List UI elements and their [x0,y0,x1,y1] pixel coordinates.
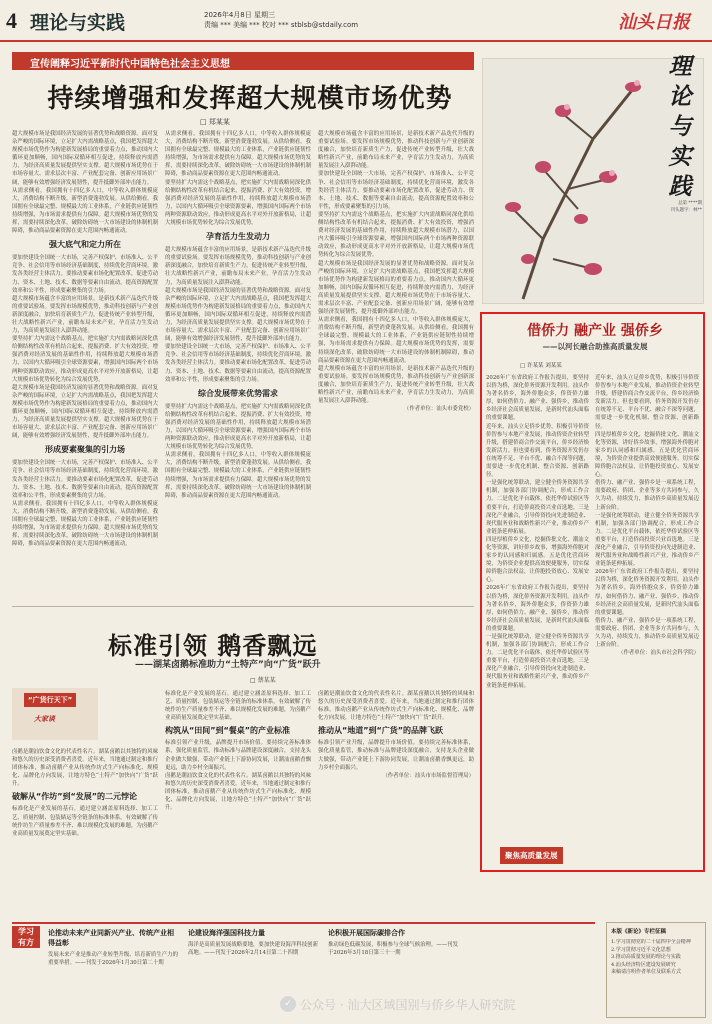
paragraph: 借侨力、融产业、强侨乡是一项系统工程，需要政府、侨团、企业等多方共同参与，久久为功，持续发力，推动侨乡高质量发展迈上新台阶。 [595,617,699,649]
paragraph: 卤鹅是潮汕饮食文化的代表性名片。湖某卤鹅以其独特的风味和悠久的历史深受消费者喜爱。近年来，当地通过制定和推行团体标准，推动卤鹅产业从传统作坊式生产向标准化、规模化、品牌化方向发展，让地方特色“土特产”加快向“广货”跃升。 [165,772,311,812]
paragraph: 超大规模市场是我国经济发展的显著优势和战略资源。面对复杂严峻的国际环境，立足扩大内需战略基点，我国把发挥超大规模市场优势作为构建新发展格局的重要着力点，推动国内大循环更加顺畅，国内国际双循环相互促进，持续释放内需潜力，为经济高质量发展提供坚实支撑。超大规模市场优势在于市场容量大、需求层次丰富、产业配套完备、创新应用场景广阔，能够有效增强经济发展韧性，提升抵御外部冲击能力。 [12,131,158,186]
footer-item-text: 海洋是高质量发展战略要地，要加快建设海洋科技创新高地。——刊发于2026年2月14日第二十四期 [188,942,318,957]
article2-column-3 [318,690,474,916]
author-note: （作者单位：汕头市市场监督管理局） [382,772,474,779]
footer-item-title: 论积极开展国际碳排合作 [328,929,405,937]
subheading: 构筑从“田间”到“餐桌”的产业标准 [165,726,291,736]
footer-item-text: 发展未来产业是推动产业转型升级、培育新质生产力的重要举措。——刊发于2026年1月30日第二十期 [48,952,178,967]
subheading: 强大底气和定力所在 [49,240,121,250]
paragraph: 要加快建设全国统一大市场，完善产权保护、市场准入、公平竞争、社会信用等市场经济基础制度，持续优化营商环境，激发各类经营主体活力。要推动要素市场化配置改革，促进劳动力、资本、土地、技术、数据等要素自由流动，提高资源配置效率和公平性，形成要素聚集的引力场。 [165,344,311,383]
issue-count: 总第 ****期 [678,201,702,206]
paragraph: 要坚持扩大内需这个战略基点，把实施扩大内需战略同深化供给侧结构性改革有机结合起来，提振消费、扩大有效投资，增强消费对经济发展的基础性作用，持续释放超大规模市场潜力，以国内大循环吸引全球资源要素，增强国内国际两个市场两种资源联动效应，推动形成更高水平对外开放新格局，让超大规模市场优势转化为综合发展优势。 [12,336,158,383]
study-badge-line1: 学习 [18,927,34,936]
paragraph: 四是厚植侨乡文化，挖掘侨批文化、潮汕文化等资源，讲好侨乡故事，增强海外侨胞对家乡的认同感和归属感。五是优化营商环境，为侨资企业提供高效便捷服务，切实保障侨胞合法权益，让侨胞投资放心、发展安心。 [486,536,589,584]
article-red-column-2 [595,374,699,864]
paragraph: 近年来，汕头立足侨乡优势，积极引导侨资侨智参与本地产业发展，推动侨资企业转型升级，搭建侨商合作交流平台，侨乡经济焕发新活力。但也要看到，侨务资源开发仍存在统筹不足、平台不优、融合不深等问题，需要进一步优化机制、整合资源、创新路径。 [486,423,589,479]
article1-column-3 [318,130,474,600]
paragraph: 标准化是产业发展的基石。通过建立涵盖原料选择、加工工艺、质量控制、包装储运等全链条的标准体系，有效破解了传统作坊生产质量参差不齐、难以规模化发展的难题，为卤鹅产业高质量发展奠定坚实基础。 [12,806,158,837]
paragraph: 四是厚植侨乡文化，挖掘侨批文化、潮汕文化等资源，讲好侨乡故事，增强海外侨胞对家乡的认同感和归属感。五是优化营商环境，为侨资企业提供高效便捷服务，切实保障侨胞合法权益，让侨胞投资放心、发展安心。 [595,431,699,479]
study-badge [12,926,40,948]
paragraph: 一是强化统筹联动，建立健全侨务资源共享机制，加强各部门协调配合，形成工作合力。二是优化平台载体，依托华侨试验区等重要平台，打造侨商投资兴业首选地。三是深化产业融合，引导侨资投向先进制造业、现代服务业和战略性新兴产业，推动侨乡产业链条延伸拓展。 [595,512,699,568]
notice-line: 2.学习贯彻习近平文化思想 [611,946,671,953]
masthead-logo: 汕头日报 [618,12,690,33]
notice-body [611,939,701,977]
photo-caption [671,200,703,214]
page-header [0,0,712,42]
notice-title: 本版《新论》专栏征稿 [611,929,667,935]
footer-item [328,928,458,991]
paragraph: 从需求侧看，我国拥有十四亿多人口，中等收入群体规模庞大，消费结构不断升级，新型消费蓬勃发展。从供给侧看，我国拥有全球最完整、规模最大的工业体系，产业链供应链韧性持续增强，为市场需求提供有力保障。超大规模市场优势的发挥，需要持续深化改革，破除妨碍统一大市场建设的体制机制障碍，推动商品要素资源在更大范围内畅通流动。 [318,317,474,364]
quality-development-tag: 聚焦高质量发展 [500,847,563,864]
paragraph: 要坚持扩大内需这个战略基点，把实施扩大内需战略同深化供给侧结构性改革有机结合起来，提振消费、扩大有效投资，增强消费对经济发展的基础性作用，持续释放超大规模市场潜力，以国内大循环吸引全球资源要素，增强国内国际两个市场两种资源联动效应，推动形成更高水平对外开放新格局，让超大规模市场优势转化为综合发展优势。 [318,211,474,259]
article1-byline: □ 郑某某 [200,118,230,126]
footer-item-title: 论建设海洋强国科技力量 [188,929,265,937]
paragraph: 要坚持扩大内需这个战略基点，把实施扩大内需战略同深化供给侧结构性改革有机结合起来，提振消费、扩大有效投资，增强消费对经济发展的基础性作用，持续释放超大规模市场潜力，以国内大循环吸引全球资源要素，增强国内国际两个市场两种资源联动效应，推动形成更高水平对外开放新格局，让超大规模市场优势转化为综合发展优势。 [165,403,311,451]
paragraph: 超大规模市场蕴含丰富的应用场景，是新技术新产品迭代升级的重要试验场。要发挥市场规模优势，推动科技创新与产业创新深度融合，加快培育新质生产力，促进传统产业转型升级，壮大战略性新兴产业，前瞻布局未来产业，孕育活力生发动力，为高质量发展注入澎湃动能。 [318,131,474,170]
paragraph: 从需求侧看，我国拥有十四亿多人口，中等收入群体规模庞大，消费结构不断升级，新型消费蓬勃发展。从供给侧看，我国拥有全球最完整、规模最大的工业体系，产业链供应链韧性持续增强，为市场需求提供有力保障。超大规模市场优势的发挥，需要持续深化改革，破除妨碍统一大市场建设的体制机制障碍，推动商品要素资源在更大范围内畅通流动。 [12,187,158,235]
paragraph: 一是强化统筹联动，建立健全侨务资源共享机制，加强各部门协调配合，形成工作合力。二是优化平台载体，依托华侨试验区等重要平台，打造侨商投资兴业首选地。三是深化产业融合，引导侨资投向先进制造业、现代服务业和战略性新兴产业，推动侨乡产业链条延伸拓展。 [486,480,589,535]
paragraph: 卤鹅是潮汕饮食文化的代表性名片。湖某卤鹅以其独特的风味和悠久的历史深受消费者喜爱。近年来，当地通过制定和推行团体标准，推动卤鹅产业从传统作坊式生产向标准化、规模化、品牌化方向发展，让地方特色“土特产”加快向“广货”跃升。 [318,691,474,722]
topic-banner: 宣传阐释习近平新时代中国特色社会主义思想 [12,52,474,70]
call-for-papers [606,922,706,1018]
paragraph: 超大规模市场是我国经济发展的显著优势和战略资源。面对复杂严峻的国际环境，立足扩大内需战略基点，我国把发挥超大规模市场优势作为构建新发展格局的重要着力点，推动国内大循环更加顺畅，国内国际双循环相互促进，持续释放内需潜力，为经济高质量发展提供坚实支撑。超大规模市场优势在于市场容量大、需求层次丰富、产业配套完备、创新应用场景广阔，能够有效增强经济发展韧性，提升抵御外部冲击能力。 [12,384,158,440]
paragraph: 一是强化统筹联动，建立健全侨务资源共享机制，加强各部门协调配合，形成工作合力。二是优化平台载体，依托华侨试验区等重要平台，打造侨商投资兴业首选地。三是深化产业融合，引导侨资投向先进制造业、现代服务业和战略性新兴产业，推动侨乡产业链条延伸拓展。 [486,634,589,689]
paragraph: 2026年广东省政府工作报告提出，要坚持以侨为桥，深化侨务资源开发利用。汕头作为著名侨乡，海外侨胞众多，侨资侨力雄厚，如何借侨力、融产业、强侨乡，推动侨乡经济社会高质量发展，是新时代汕头面临的重要课题。 [486,375,589,422]
notice-line: 3.推动高质量发展的理论与实践 [611,954,681,960]
article1-title: 持续增强和发挥超大规模市场优势 [47,84,453,114]
paragraph: 2026年广东省政府工作报告提出，要坚持以侨为桥，深化侨务资源开发利用。汕头作为著名侨乡，海外侨胞众多，侨资侨力雄厚，如何借侨力、融产业、强侨乡，推动侨乡经济社会高质量发展，是新时代汕头面临的重要课题。 [595,569,699,616]
footer-item-text: 推动绿色低碳发展，积极参与全球气候治理。——刊发于2026年3月18日第三十一期 [328,942,458,957]
notice-line: 来稿请注明作者单位及联系方式 [611,969,682,975]
article-red-column-1 [486,374,589,844]
column-calligraphy: 理论与实践 [668,53,692,200]
footer-item-title: 论推动未来产业同新兴产业、传统产业相得益彰 [48,929,174,947]
article2-subtitle: ——湖某卤鹅标准助力“土特产”向“广货”跃升 [135,660,321,670]
notice-line: 1.学习贯彻党的二十届四中全会精神 [611,939,691,945]
paragraph: 标准引领产业升级，品牌提升市场价值。要持续完善标准体系，强化质量监管，推动标准与品牌建设深度融合，支持龙头企业做大做强，带动产业链上下游协同发展，让潮汕卤鹅香飘更远，助力乡村全面振兴。 [165,740,311,771]
paragraph: 近年来，汕头立足侨乡优势，积极引导侨资侨智参与本地产业发展，推动侨资企业转型升级，搭建侨商合作交流平台，侨乡经济焕发新活力。但也要看到，侨务资源开发仍存在统筹不足、平台不优、融合不深等问题，需要进一步优化机制、整合资源、创新路径。 [595,375,699,430]
paragraph: 超大规模市场蕴含丰富的应用场景，是新技术新产品迭代升级的重要试验场。要发挥市场规模优势，推动科技创新与产业创新深度融合，加快培育新质生产力，促进传统产业转型升级，壮大战略性新兴产业，前瞻布局未来产业，孕育活力生发动力，为高质量发展注入澎湃动能。 [165,247,311,286]
paragraph: 超大规模市场蕴含丰富的应用场景，是新技术新产品迭代升级的重要试验场。要发挥市场规模优势，推动科技创新与产业创新深度融合，加快培育新质生产力，促进传统产业转型升级，壮大战略性新兴产业，前瞻布局未来产业，孕育活力生发动力，为高质量发展注入澎湃动能。 [318,365,474,405]
paragraph: 超大规模市场是我国经济发展的显著优势和战略资源。面对复杂严峻的国际环境，立足扩大内需战略基点，我国把发挥超大规模市场优势作为构建新发展格局的重要着力点，推动国内大循环更加顺畅，国内国际双循环相互促进，持续释放内需潜力，为经济高质量发展提供坚实支撑。超大规模市场优势在于市场容量大、需求层次丰富、产业配套完备、创新应用场景广阔，能够有效增强经济发展韧性，提升抵御外部冲击能力。 [165,287,311,343]
watermark: 公众号 · 汕大区域国别与侨乡华人研究院 [300,998,516,1012]
footer-rule [12,922,595,924]
article1-column-1 [12,130,158,600]
paragraph: 超大规模市场是我国经济发展的显著优势和战略资源。面对复杂严峻的国际环境，立足扩大内需战略基点，我国把发挥超大规模市场优势作为构建新发展格局的重要着力点，推动国内大循环更加顺畅，国内国际双循环相互促进，持续释放内需潜力，为经济高质量发展提供坚实支撑。超大规模市场优势在于市场容量大、需求层次丰富、产业配套完备、创新应用场景广阔，能够有效增强经济发展韧性，提升抵御外部冲击能力。 [318,260,474,316]
section-title: 理论与实践 [30,12,126,34]
paragraph: 要坚持扩大内需这个战略基点，把实施扩大内需战略同深化供给侧结构性改革有机结合起来，提振消费、扩大有效投资，增强消费对经济发展的基础性作用，持续释放超大规模市场潜力，以国内大循环吸引全球资源要素，增强国内国际两个市场两种资源联动效应，推动形成更高水平对外开放新格局，让超大规模市场优势转化为综合发展优势。 [165,179,311,227]
subheading: 推动从“地道”到“广货”的品牌飞跃 [318,726,444,736]
header-meta [204,10,358,30]
author-note: （作者单位：汕头市委党校） [403,406,474,413]
editors: 责编 *** 美编 *** 校对 *** [204,21,289,29]
article2-column-2 [165,690,311,916]
article-red-subtitle: ——以河长融合助推高质量发展 [542,342,648,351]
paragraph: 要加快建设全国统一大市场，完善产权保护、市场准入、公平竞争、社会信用等市场经济基础制度，持续优化营商环境，激发各类经营主体活力。要推动要素市场化配置改革，促进劳动力、资本、土地、技术、数据等要素自由流动，提高资源配置效率和公平性，形成要素聚集的引力场。 [318,171,474,210]
wechat-icon: ✓ [280,996,296,1012]
email: stblsb@stdaily.com [290,21,359,29]
paragraph: 从需求侧看，我国拥有十四亿多人口，中等收入群体规模庞大，消费结构不断升级，新型消费蓬勃发展。从供给侧看，我国拥有全球最完整、规模最大的工业体系，产业链供应链韧性持续增强，为市场需求提供有力保障。超大规模市场优势的发挥，需要持续深化改革，破除妨碍统一大市场建设的体制机制障碍，推动商品要素资源在更大范围内畅通流动。 [12,500,158,548]
calligraphy-credit: 刊头题字：林** [670,208,702,213]
article2-column-1 [12,748,158,916]
column-badge: “广货行天下” [24,693,76,707]
footer-item [188,928,318,991]
notice-line: 4.汕头经济特区建设发展研究 [611,961,676,968]
article2-byline: □ 蔡某某 [250,677,276,684]
study-badge-line2: 有方 [18,938,34,947]
page-number: 4 [6,8,17,33]
paragraph: 标准引领产业升级，品牌提升市场价值。要持续完善标准体系，强化质量监管，推动标准与品牌建设深度融合，支持龙头企业做大做强，带动产业链上下游协同发展，让潮汕卤鹅香飘更远，助力乡村全面振兴。 [318,740,474,771]
paragraph: 从需求侧看，我国拥有十四亿多人口，中等收入群体规模庞大，消费结构不断升级，新型消费蓬勃发展。从供给侧看，我国拥有全球最完整、规模最大的工业体系，产业链供应链韧性持续增强，为市场需求提供有力保障。超大规模市场优势的发挥，需要持续深化改革，破除妨碍统一大市场建设的体制机制障碍，推动商品要素资源在更大范围内畅通流动。 [165,452,311,499]
issue-date: 2026年4月8日 星期三 [204,11,275,19]
author-note: （作者单位：汕头市社会科学院） [618,650,699,657]
paragraph: 标准化是产业发展的基石。通过建立涵盖原料选择、加工工艺、质量控制、包装储运等全链条的标准体系，有效破解了传统作坊生产质量参差不齐、难以规模化发展的难题，为卤鹅产业高质量发展奠定坚实基础。 [165,691,311,722]
subheading: 破解从“作坊”到“发展”的二元悖论 [12,792,138,802]
subheading: 形成要素聚集的引力场 [45,445,125,455]
paragraph: 卤鹅是潮汕饮食文化的代表性名片。湖某卤鹅以其独特的风味和悠久的历史深受消费者喜爱。近年来，当地通过制定和推行团体标准，推动卤鹅产业从传统作坊式生产向标准化、规模化、品牌化方向发展，让地方特色“土特产”加快向“广货”跃升。 [12,749,158,788]
footer-item [48,928,178,1001]
article1-column-2 [165,130,311,600]
paragraph: 要加快建设全国统一大市场，完善产权保护、市场准入、公平竞争、社会信用等市场经济基础制度，持续优化营商环境，激发各类经营主体活力。要推动要素市场化配置改革，促进劳动力、资本、土地、技术、数据等要素自由流动，提高资源配置效率和公平性，形成要素聚集的引力场。 [12,255,158,294]
article-red-title: 借侨力 融产业 强侨乡 [527,323,663,339]
paragraph: 超大规模市场蕴含丰富的应用场景，是新技术新产品迭代升级的重要试验场。要发挥市场规模优势，推动科技创新与产业创新深度融合，加快培育新质生产力，促进传统产业转型升级，壮大战略性新兴产业，前瞻布局未来产业，孕育活力生发动力，为高质量发展注入澎湃动能。 [12,295,158,335]
paragraph: 2026年广东省政府工作报告提出，要坚持以侨为桥，深化侨务资源开发利用。汕头作为著名侨乡，海外侨胞众多，侨资侨力雄厚，如何借侨力、融产业、强侨乡，推动侨乡经济社会高质量发展，是新时代汕头面临的重要课题。 [486,585,589,632]
article2-title: 标准引领 鹅香飘远 [108,631,318,660]
article-red-byline: □ 许某某 刘某某 [520,363,562,369]
subheading: 孕育活力生发动力 [206,232,270,242]
paragraph: 要加快建设全国统一大市场，完善产权保护、市场准入、公平竞争、社会信用等市场经济基础制度，持续优化营商环境，激发各类经营主体活力。要推动要素市场化配置改革，促进劳动力、资本、土地、技术、数据等要素自由流动，提高资源配置效率和公平性，形成要素聚集的引力场。 [12,460,158,499]
divider [12,606,474,607]
column-badge-sub: 大家谈 [34,714,55,723]
paragraph: 借侨力、融产业、强侨乡是一项系统工程，需要政府、侨团、企业等多方共同参与，久久为功，持续发力，推动侨乡高质量发展迈上新台阶。 [595,480,699,511]
paragraph: 从需求侧看，我国拥有十四亿多人口，中等收入群体规模庞大，消费结构不断升级，新型消费蓬勃发展。从供给侧看，我国拥有全球最完整、规模最大的工业体系，产业链供应链韧性持续增强，为市场需求提供有力保障。超大规模市场优势的发挥，需要持续深化改革，破除妨碍统一大市场建设的体制机制障碍，推动商品要素资源在更大范围内畅通流动。 [165,131,311,178]
subheading: 综合发展带来优势需求 [198,388,278,398]
